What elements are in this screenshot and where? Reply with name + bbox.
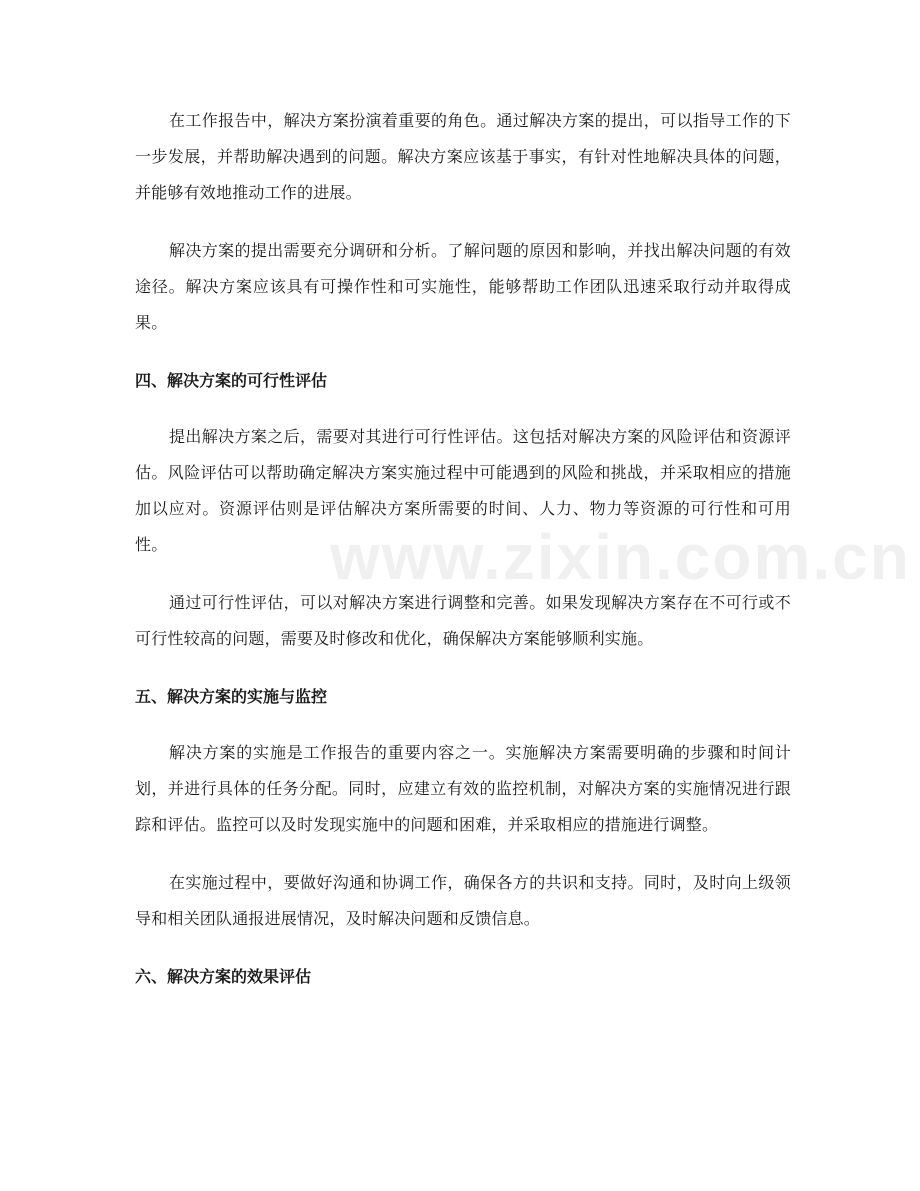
watermark: www.zixin.com.cn [330, 521, 911, 593]
paragraph-feasibility-adjustment: 通过可行性评估，可以对解决方案进行调整和完善。如果发现解决方案存在不可行或不可行性较高的问题，需要及时修改和优化，确保解决方案能够顺利实施。 [135, 593, 791, 648]
paragraph-implementation-monitoring: 解决方案的实施是工作报告的重要内容之一。实施解决方案需要明确的步骤和时间计划，并进行具体的任务分配。同时，应建立有效的监控机制，对解决方案的实施情况进行跟踪和评估。监控可以及时发现实施中的问题和困难，并采取相应的措施进行调整。 [135, 743, 791, 834]
section-heading-feasibility: 四、解决方案的可行性评估 [135, 371, 328, 390]
paragraph-feasibility-evaluation: 提出解决方案之后，需要对其进行可行性评估。这包括对解决方案的风险评估和资源评估。风险评估可以帮助确定解决方案实施过程中可能遇到的风险和挑战，并采取相应的措施加以应对。资源评估则是评估解决方案所需要的时间、人力、物力等资源的可行性和可用性。 [135, 427, 791, 554]
section-heading-effect-evaluation: 六、解决方案的效果评估 [135, 967, 312, 986]
paragraph-solution-research: 解决方案的提出需要充分调研和分析。了解问题的原因和影响，并找出解决问题的有效途径。解决方案应该具有可操作性和可实施性，能够帮助工作团队迅速采取行动并取得成果。 [135, 241, 791, 332]
section-heading-implementation: 五、解决方案的实施与监控 [135, 687, 328, 706]
paragraph-solution-role: 在工作报告中，解决方案扮演着重要的角色。通过解决方案的提出，可以指导工作的下一步发展，并帮助解决遇到的问题。解决方案应该基于事实，有针对性地解决具体的问题，并能够有效地推动工作的进展。 [135, 111, 791, 202]
paragraph-implementation-communication: 在实施过程中，要做好沟通和协调工作，确保各方的共识和支持。同时，及时向上级领导和相关团队通报进展情况，及时解决问题和反馈信息。 [135, 873, 791, 928]
document-body [135, 103, 791, 1015]
